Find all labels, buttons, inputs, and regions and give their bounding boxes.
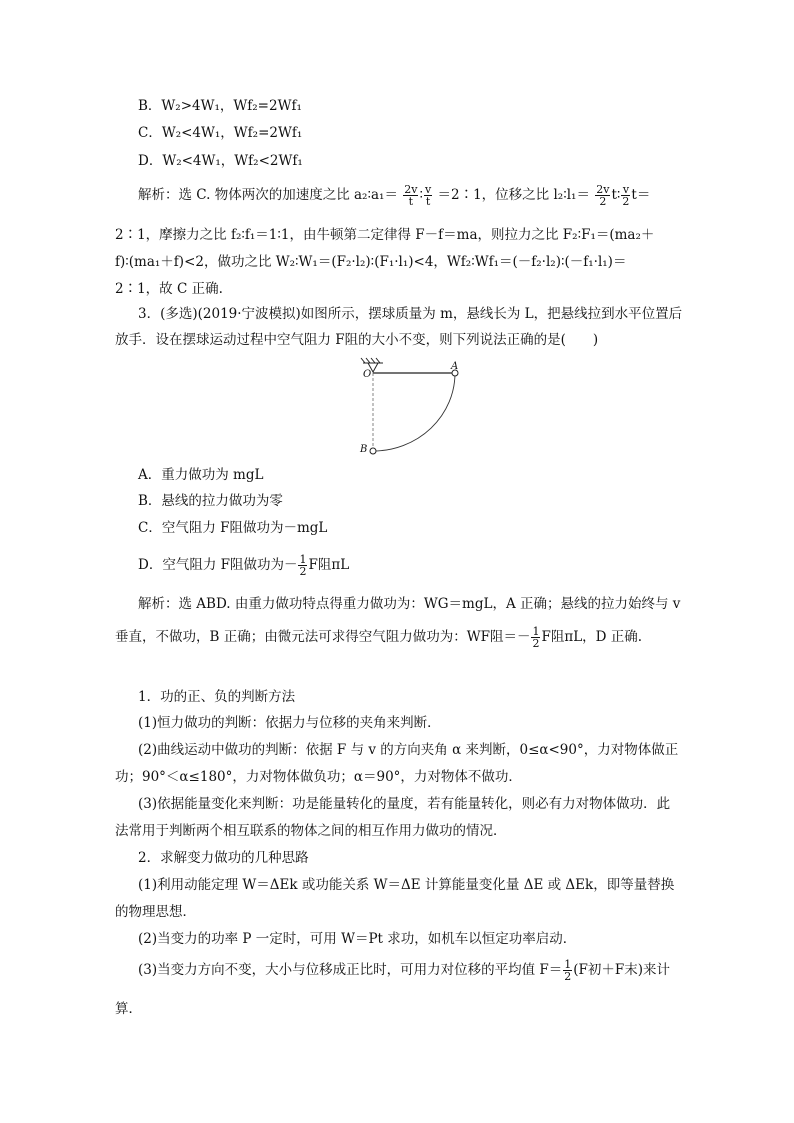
fraction: $\frac{v}{2}$ <box>622 183 630 208</box>
swing-arc <box>373 373 455 451</box>
method-2-2: (2)当变力的功率 P 一定时，可用 W＝Pt 求功，如机车以恒定功率启动． <box>138 931 577 947</box>
method-1-1: (1)恒力做功的判断：依据力与位移的夹角来判断． <box>138 715 441 731</box>
method-1-2-cont: 功；90°＜α≤180°，力对物体做负功；α＝90°，力对物体不做功． <box>115 769 522 785</box>
method-1-3: (3)依据能量变化来判断：功是能量转化的量度，若有能量转化，则必有力对物体做功．此 <box>138 796 671 812</box>
fraction: $\frac{1}{2}$ <box>299 553 307 578</box>
option-b-3: B．悬线的拉力做功为零 <box>138 493 283 509</box>
method-1-2: (2)曲线运动中做功的判断：依据 F 与 v 的方向夹角 α 来判断，0≤α<90°，力对物体做正 <box>138 742 679 758</box>
analysis-line-2: 2∶1，摩擦力之比 f₂∶f₁＝1∶1，由牛顿第二定律得 F－f＝ma，则拉力之比 F₂∶F₁＝(ma₂＋ <box>115 227 655 243</box>
method-heading-2: 2．求解变力做功的几种思路 <box>138 850 309 866</box>
method-2-3-cont: 算． <box>115 1001 142 1017</box>
analysis-line-3: f)∶(ma₁＋f)<2，做功之比 W₂∶W₁＝(F₂·l₂)∶(F₁·l₁)<4，Wf₂∶Wf₁＝(－f₂·l₂)∶(－f₁·l₁)＝ <box>115 254 627 270</box>
option-c: C．W₂<4W₁，Wf₂=2Wf₁ <box>138 125 303 141</box>
option-a-3: A．重力做功为 mgL <box>138 467 264 483</box>
pendulum-figure <box>355 355 495 465</box>
ball-b <box>370 448 376 454</box>
method-heading-1: 1．功的正、负的判断方法 <box>138 689 296 705</box>
fraction: $\frac{v}{t}$ <box>424 183 432 208</box>
method-1-3-cont: 法常用于判断两个相互联系的物体之间的相互作用力做功的情况． <box>115 823 507 839</box>
fraction: $\frac{2v}{t}$ <box>404 183 418 208</box>
analysis-line-4: 2∶1，故 C 正确. <box>115 281 223 297</box>
analysis-3-line-1: 解析：选 ABD. 由重力做功特点得重力做功为：WG＝mgL，A 正确；悬线的拉力始终与 v <box>138 596 681 612</box>
method-2-1-cont: 的物理思想． <box>115 904 196 920</box>
label-o: O <box>363 369 372 380</box>
option-d: D．W₂<4W₁，Wf₂<2Wf₁ <box>138 153 303 169</box>
analysis-text: ＝2∶1，位移之比 l₂∶l₁＝ <box>437 187 590 203</box>
fraction: $\frac{1}{2}$ <box>532 625 540 650</box>
analysis-3-line-2: 垂直，不做功，B 正确；由微元法可求得空气阻力做功为：WF阻＝－ $\frac{1}{2}$ F阻πL，D 正确. <box>115 625 643 650</box>
label-a: A <box>451 361 459 372</box>
question-3-cont: 放手．设在摆球运动过程中空气阻力 F阻的大小不变，则下列说法正确的是( ) <box>115 332 599 348</box>
question-3: 3．(多选)(2019·宁波模拟)如图所示，摆球质量为 m，悬线长为 L，把悬线拉到水平位置后 <box>138 306 683 322</box>
analysis-text: 解析：选 C. 物体两次的加速度之比 a₂∶a₁＝ <box>138 187 398 203</box>
fraction: $\frac{1}{2}$ <box>564 958 572 983</box>
option-b: B．W₂>4W₁，Wf₂=2Wf₁ <box>138 98 302 114</box>
method-2-3: (3)当变力方向不变，大小与位移成正比时，可用力对位移的平均值 F＝ $\frac{1}{2}$ (F初＋F末)来计 <box>138 958 671 983</box>
method-2-1: (1)利用动能定理 W＝ΔEk 或功能关系 W＝ΔE 计算能量变化量 ΔE 或 ΔEk，即等量替换 <box>138 877 675 893</box>
analysis-line-1: 解析：选 C. 物体两次的加速度之比 a₂∶a₁＝ $\frac{2v}{t}$ ∶ $\frac{v}{t}$ ＝2∶1，位移之比 l₂∶l₁＝ $\frac{2v}{2}$ t∶ $\frac{v}{2}$ t＝ <box>138 183 651 208</box>
fraction: $\frac{2v}{2}$ <box>596 183 610 208</box>
option-d-3: D．空气阻力 F阻做功为－ $\frac{1}{2}$ F阻πL <box>138 553 350 578</box>
label-b: B <box>360 444 368 455</box>
option-c-3: C．空气阻力 F阻做功为－mgL <box>138 520 328 536</box>
